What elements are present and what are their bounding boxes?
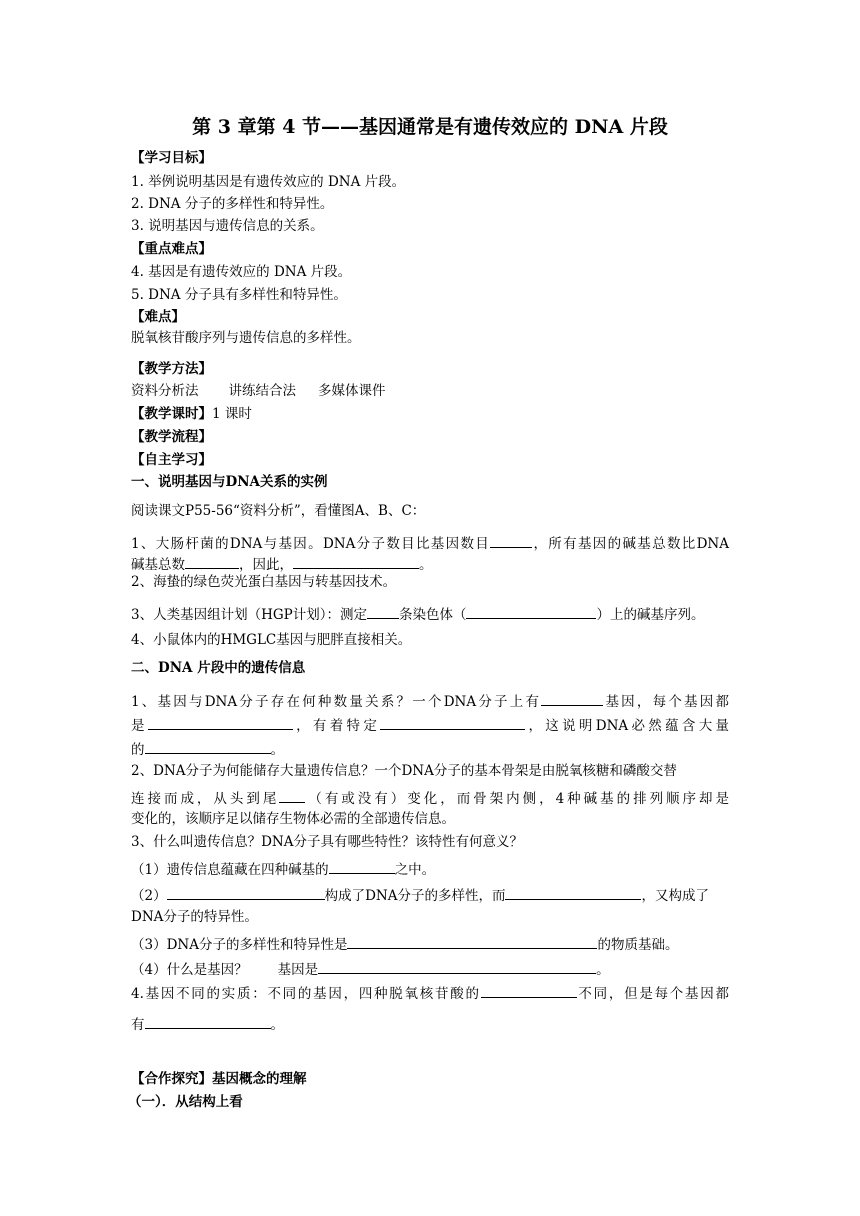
- section2-q4: 4.基因不同的实质：不同的基因，四种脱氧核苷酸的 不同，但是每个基因都: [131, 986, 729, 1002]
- blank-field[interactable]: [380, 716, 525, 730]
- section2-q1-end: 的 。: [131, 742, 284, 758]
- blank-field[interactable]: [167, 886, 325, 900]
- difficulty-text: 脱氧核苷酸序列与遗传信息的多样性。: [131, 330, 361, 346]
- section1-intro: 阅读课文P55-56“资料分析”，看懂图A、B、C：: [131, 503, 426, 519]
- blank-field[interactable]: [145, 740, 271, 754]
- blank-field[interactable]: [185, 555, 239, 569]
- section1-item3: 3、人类基因组计划（HGP计划）：测定 条染色体（ ）上的碱基序列。: [131, 607, 705, 623]
- blank-field[interactable]: [279, 789, 305, 803]
- section2-q1: 1、基因与DNA分子存在何种数量关系？一个DNA分子上有 基因，每个基因都: [131, 694, 729, 710]
- goal-item: 3. 说明基因与遗传信息的关系。: [131, 218, 324, 234]
- section2-heading: 二、DNA 片段中的遗传信息: [131, 660, 306, 676]
- blank-field[interactable]: [367, 605, 399, 619]
- blank-field[interactable]: [505, 886, 641, 900]
- section2-s1: （1）遗传信息蕴藏在四种碱基的 之中。: [131, 862, 436, 878]
- explore-heading: 【合作探究】基因概念的理解: [131, 1071, 307, 1087]
- hours-text: 1 课时: [212, 406, 252, 422]
- difficulty-heading: 【难点】: [131, 309, 185, 325]
- section1-item1-cont: 碱基总数 ，因此， 。: [131, 557, 433, 573]
- blank-field[interactable]: [481, 984, 577, 998]
- section2-q2-end: 变化的，该顺序足以储存生物体必需的全部遗传信息。: [131, 811, 455, 827]
- section2-s3: （3）DNA分子的多样性和特异性是 的物质基础。: [131, 937, 679, 953]
- blank-field[interactable]: [329, 860, 395, 874]
- blank-field[interactable]: [541, 692, 603, 706]
- section2-q3: 3、什么叫遗传信息？DNA分子具有哪些特性？该特性有何意义？: [131, 834, 523, 850]
- methods-heading: 【教学方法】: [131, 361, 212, 377]
- key-point-item: 4. 基因是有遗传效应的 DNA 片段。: [131, 264, 352, 280]
- section1-item2: 2、海蛰的绿色荧光蛋白基因与转基因技术。: [131, 574, 397, 590]
- key-points-heading: 【重点难点】: [131, 241, 212, 257]
- goal-item: 1. 举例说明基因是有遗传效应的 DNA 片段。: [131, 174, 406, 190]
- section2-q4-cont: 有 。: [131, 1017, 284, 1033]
- section2-q2-cont: 连接而成，从头到尾 （有或没有）变化，而骨架内侧，4种碱基的排列顺序却是: [131, 791, 730, 807]
- blank-field[interactable]: [145, 1015, 271, 1029]
- section1-heading: 一、说明基因与DNA关系的实例: [131, 474, 328, 490]
- blank-field[interactable]: [466, 605, 596, 619]
- section1-item1: 1、大肠杆菌的DNA与基因。DNA分子数目比基因数目 ，所有基因的碱基总数比DNA: [131, 536, 729, 552]
- blank-field[interactable]: [490, 534, 532, 548]
- hours-line: [131, 408, 252, 422]
- blank-field[interactable]: [347, 935, 597, 949]
- blank-field[interactable]: [293, 555, 419, 569]
- hours-heading: 【教学课时】: [131, 406, 212, 422]
- key-point-item: 5. DNA 分子具有多样性和特异性。: [131, 287, 347, 303]
- self-study-heading: 【自主学习】: [131, 452, 212, 468]
- section2-s4: （4）什么是基因？ 基因是 。: [131, 962, 610, 978]
- section2-s2-cont: DNA分子的特异性。: [131, 909, 258, 925]
- method-item: 资料分析法: [131, 383, 199, 399]
- section2-s2: （2） 构成了DNA分子的多样性，而 ，又构成了: [131, 888, 709, 904]
- blank-field[interactable]: [318, 960, 596, 974]
- methods-list: [131, 385, 386, 399]
- method-item: 讲练结合法: [228, 383, 296, 399]
- method-item: 多媒体课件: [318, 383, 386, 399]
- explore-subheading: （一）．从结构上看: [128, 1094, 243, 1110]
- section2-q2: 2、DNA分子为何能储存大量遗传信息？一个DNA分子的基本骨架是由脱氧核糖和磷酸交替: [131, 763, 677, 779]
- blank-field[interactable]: [148, 716, 293, 730]
- goals-heading: 【学习目标】: [131, 150, 212, 166]
- section2-q1-cont: 是 ，有着特定 ，这说明DNA必然蕴含大量: [131, 718, 730, 734]
- goal-item: 2. DNA 分子的多样性和特异性。: [131, 196, 334, 212]
- flow-heading: 【教学流程】: [131, 429, 212, 445]
- page-title: 第 3 章第 4 节——基因通常是有遗传效应的 DNA 片段: [192, 116, 668, 138]
- section1-item4: 4、小鼠体内的HMGLC基因与肥胖直接相关。: [131, 632, 412, 648]
